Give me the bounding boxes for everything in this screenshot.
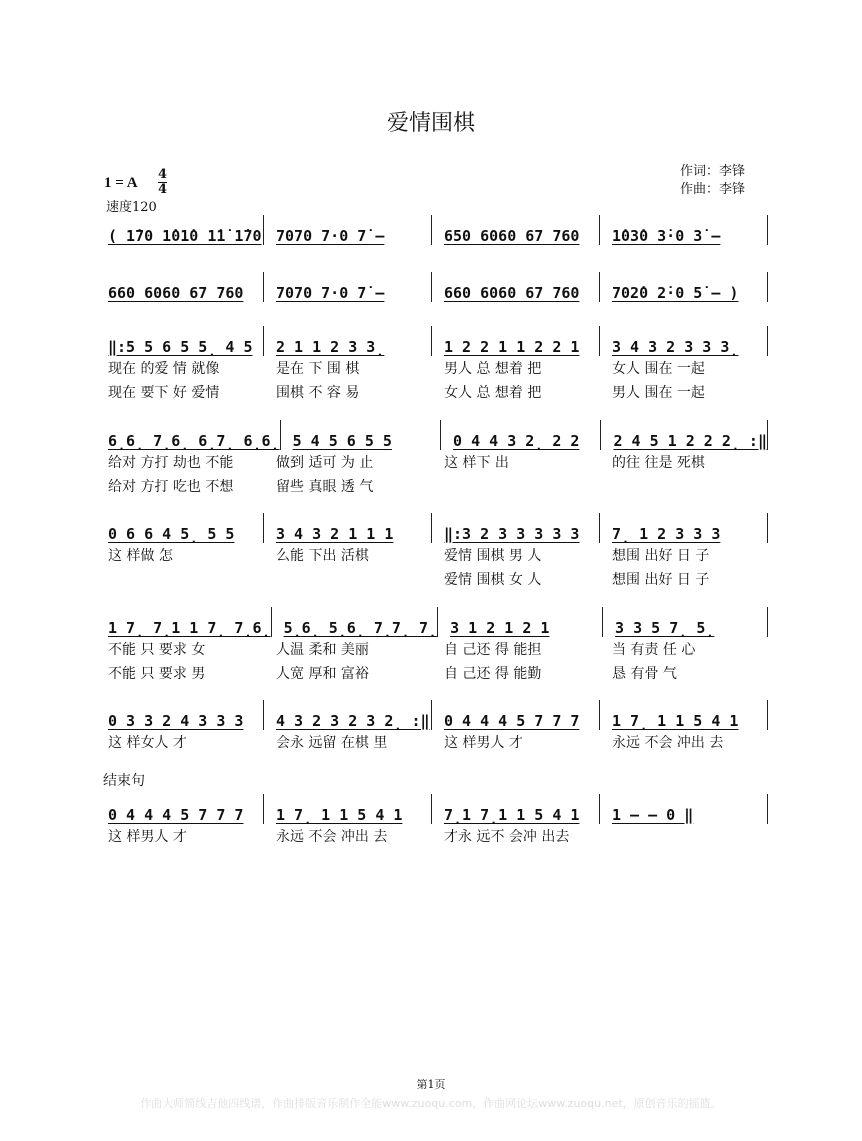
measure: 0 6 6 4 5̣ 5 5 xyxy=(96,513,264,543)
lyrics-line xyxy=(96,665,768,685)
score-row xyxy=(96,607,768,685)
measure: 5̣6̣ 5̣6̣ 7̣7̣ 7̣ xyxy=(272,607,439,637)
lyric-segment: 自 己还 得 能勤 xyxy=(444,666,542,682)
lyric-segment: 是在 下 围 棋 xyxy=(276,361,360,377)
notes-line xyxy=(96,326,768,356)
lyric-segment: 的往 往是 死棋 xyxy=(612,455,705,471)
measure: 1 2 2 1 1 2 2 1 xyxy=(432,326,600,356)
lyric-segment xyxy=(600,828,768,848)
lyric-segment: 现在 的爱 情 就像 xyxy=(108,361,220,377)
lyric-segment: 给对 方打 吃也 不想 xyxy=(108,479,234,495)
lyric-segment: 人宽 厚和 富裕 xyxy=(276,666,369,682)
measure: 3 4 3 2 3 3 3̣ xyxy=(600,326,768,356)
measure: 0 3 3 2 4 3 3 3 xyxy=(96,700,264,730)
lyric-segment: 现在 要下 好 爱情 xyxy=(108,385,220,401)
notes-line xyxy=(96,420,768,450)
lyric-segment: 男人 围在 一起 xyxy=(612,385,705,401)
lyric-segment: 才永 远不 会冲 出去 xyxy=(444,829,570,845)
lyric-segment: 恳 有骨 气 xyxy=(612,666,677,682)
measure: 5 4 5 6 5 5 xyxy=(281,420,441,450)
lyrics-line xyxy=(96,360,768,380)
measure: 660 6060 67 760 xyxy=(432,272,600,302)
tempo: 速度120 xyxy=(106,200,157,215)
measure: 0 4 4 4 5 7 7 7 xyxy=(96,794,264,824)
measure: 1 – – 0 ‖ xyxy=(600,794,768,824)
lyric-segment: 人温 柔和 美丽 xyxy=(276,642,369,658)
lyric-segment: 这 样男人 才 xyxy=(444,735,523,751)
notes-line xyxy=(96,513,768,543)
lyrics-line xyxy=(96,828,768,848)
lyric-segment: 这 样女人 才 xyxy=(108,735,187,751)
measure: 7̣1 7̣1 1 5 4 1 xyxy=(432,794,600,824)
measure: 3 3 5 7̣ 5̣ xyxy=(603,607,768,637)
measure: 3 4 3 2 1 1 1 xyxy=(264,513,432,543)
ending-label: 结束句 xyxy=(103,773,145,789)
measure: 7070 7·0 7̇ – xyxy=(264,215,432,245)
lyric-segment: 这 样下 出 xyxy=(444,455,509,471)
page-number: 第1页 xyxy=(416,1078,446,1091)
lyric-segment: 男人 总 想着 把 xyxy=(444,361,542,377)
score-row xyxy=(96,700,768,754)
measure: 702̇0 2̇·0 5̇ – ) xyxy=(600,272,768,302)
lyric-segment: 女人 总 想着 把 xyxy=(444,385,542,401)
lyric-segment: 做到 适可 为 止 xyxy=(276,455,374,471)
measure: 1̇03̇0 3̇·0 3̇ – xyxy=(600,215,768,245)
measure: ‖:5 5 6 5 5̣ 4 5 xyxy=(96,326,264,356)
lyric-segment: 围棋 不 容 易 xyxy=(276,385,360,401)
notes-line xyxy=(96,215,768,245)
measure: 1 7̣ 1 1 5 4 1 xyxy=(600,700,768,730)
song-title: 爱情围棋 xyxy=(386,111,475,136)
lyric-segment: 想围 出好 日 子 xyxy=(612,548,710,564)
lyrics-line xyxy=(96,547,768,567)
notes-line xyxy=(96,700,768,730)
lyric-segment: 这 样男人 才 xyxy=(108,829,187,845)
measure: 1 7̣ 1 1 5 4 1 xyxy=(264,794,432,824)
lyric-segment: 永远 不会 冲出 去 xyxy=(612,735,724,751)
lyric-segment: 想围 出好 日 子 xyxy=(612,572,710,588)
lyric-segment xyxy=(600,478,768,498)
measure: 7̣ 1 2 3 3 3 xyxy=(600,513,768,543)
lyric-segment xyxy=(432,478,600,498)
notes-line xyxy=(96,607,768,637)
notes-line xyxy=(96,272,768,302)
score-row xyxy=(96,420,768,498)
time-signature xyxy=(158,168,167,197)
lyric-segment: 这 样做 怎 xyxy=(108,548,173,564)
score-row xyxy=(96,513,768,591)
key-signature: 1 = A xyxy=(104,175,138,191)
score-row xyxy=(96,326,768,404)
lyric-segment: 女人 围在 一起 xyxy=(612,361,705,377)
lyric-segment: 么能 下出 活棋 xyxy=(276,548,369,564)
lyrics-line xyxy=(96,571,768,591)
measure: 2 1 1 2 3 3̣ xyxy=(264,326,432,356)
lyric-segment: 永远 不会 冲出 去 xyxy=(276,829,388,845)
score-row xyxy=(96,215,768,245)
watermark: 作曲大师简线吉他四线谱，作曲排版音乐制作全能www.zuoqu.com，作曲网论坛www.zuoqu.net，原创音乐的摇篮。 xyxy=(140,1097,722,1110)
lyric-segment: 不能 只 要求 男 xyxy=(108,666,206,682)
meter-top: 4 xyxy=(158,167,168,182)
measure: 2 4 5 1 2 2 2̣ :‖ xyxy=(601,420,768,450)
lyric-segment: 会永 远留 在棋 里 xyxy=(276,735,388,751)
lyrics-line xyxy=(96,384,768,404)
notes-line xyxy=(96,794,768,824)
lyric-segment: 留些 真眼 透 气 xyxy=(276,479,374,495)
lyric-segment: 当 有责 任 心 xyxy=(612,642,696,658)
lyrics-line xyxy=(96,454,768,474)
lyric-segment: 爱情 围棋 女 人 xyxy=(444,572,542,588)
measure: 7070 7·0 7̇ – xyxy=(264,272,432,302)
measure: 3 1 2 1 2 1 xyxy=(438,607,603,637)
measure: 0 4 4 3 2̣ 2 2 xyxy=(441,420,601,450)
measure: 0 4 4 4 5 7 7 7 xyxy=(432,700,600,730)
lyricist: 作词：李锋 xyxy=(680,164,746,179)
lyric-segment xyxy=(264,571,432,591)
measure: 1 7̣ 7̣1 1 7̣ 7̣6̣ xyxy=(96,607,272,637)
lyrics-line xyxy=(96,734,768,754)
lyric-segment: 爱情 围棋 男 人 xyxy=(444,548,542,564)
lyric-segment: 给对 方打 劫也 不能 xyxy=(108,455,234,471)
measure: 650 6060 67 760 xyxy=(432,215,600,245)
composer: 作曲：李锋 xyxy=(680,182,746,197)
meter-bottom: 4 xyxy=(158,182,168,197)
measure: ‖:3 2 3 3 3 3 3 xyxy=(432,513,600,543)
lyric-segment xyxy=(96,571,264,591)
measure: ( 1̇70 1̇01̇0 1̇1̇ 1̇70 xyxy=(96,215,264,245)
measure: 6̣6̣ 7̣6̣ 6̣7̣ 6̣6̣ xyxy=(96,420,281,450)
score-row xyxy=(96,794,768,848)
lyric-segment: 不能 只 要求 女 xyxy=(108,642,206,658)
lyric-segment: 自 己还 得 能担 xyxy=(444,642,542,658)
score-row xyxy=(96,272,768,302)
measure: 660 6060 67 760 xyxy=(96,272,264,302)
measure: 4 3 2 3 2 3 2̣ :‖ xyxy=(264,700,432,730)
lyrics-line xyxy=(96,641,768,661)
lyrics-line xyxy=(96,478,768,498)
